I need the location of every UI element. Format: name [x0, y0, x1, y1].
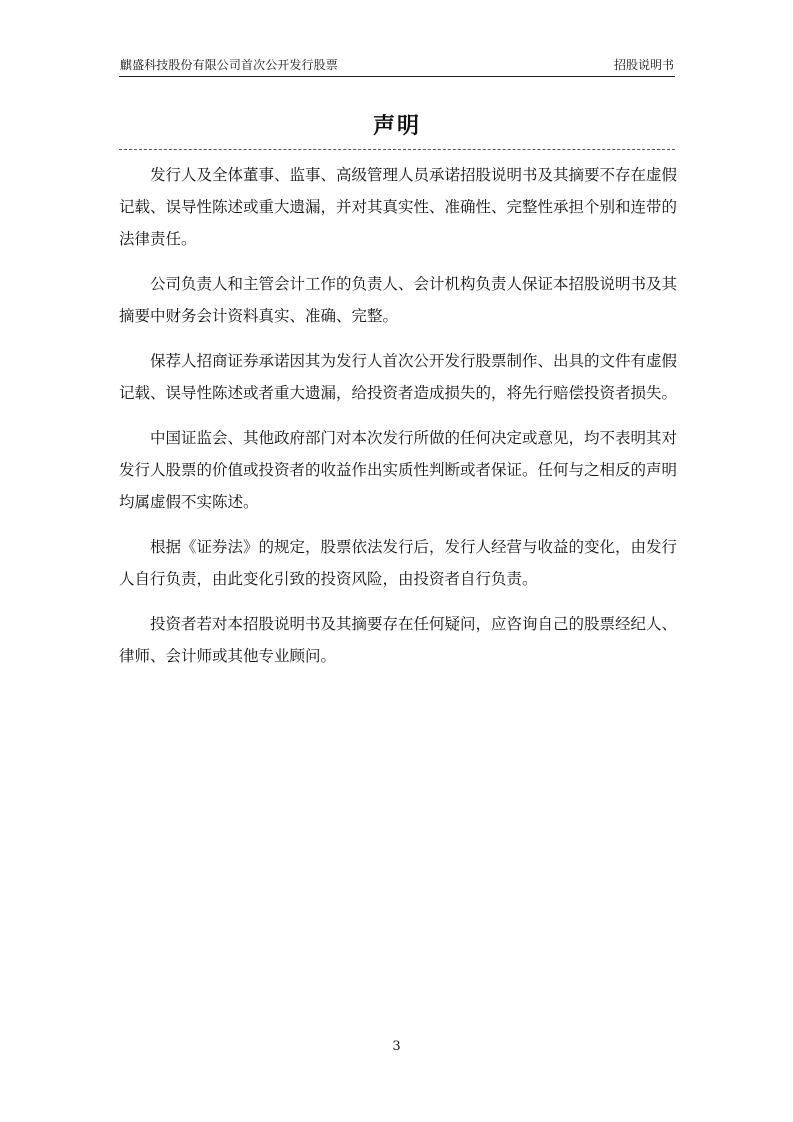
header-document-type: 招股说明书 [613, 58, 674, 72]
page-number: 3 [392, 1039, 401, 1054]
paragraph-sponsor-commitment: 保荐人招商证券承诺因其为发行人首次公开发行股票制作、出具的文件有虚假记载、误导性陈述或者重大遗漏，给投资者造成损失的，将先行赔偿投资者损失。 [119, 352, 678, 402]
paragraph-financial-guarantee: 公司负责人和主管会计工作的负责人、会计机构负责人保证本招股说明书及其摘要中财务会计资料真实、准确、完整。 [119, 275, 678, 325]
declaration-body [119, 159, 677, 685]
paragraph-issuer-commitment: 发行人及全体董事、监事、高级管理人员承诺招股说明书及其摘要不存在虚假记载、误导性陈述或重大遗漏，并对其真实性、准确性、完整性承担个别和连带的法律责任。 [119, 166, 678, 248]
title-divider [119, 149, 675, 150]
paragraph-investor-advice: 投资者若对本招股说明书及其摘要存在任何疑问，应咨询自己的股票经纪人、律师、会计师或其他专业顾问。 [119, 615, 678, 665]
header-company-title: 麒盛科技股份有限公司首次公开发行股票 [120, 58, 338, 72]
page-title: 声明 [372, 114, 421, 139]
paragraph-securities-law: 根据《证券法》的规定，股票依法发行后，发行人经营与收益的变化，由发行人自行负责，由此变化引致的投资风险，由投资者自行负责。 [119, 538, 678, 588]
paragraph-regulator-disclaimer: 中国证监会、其他政府部门对本次发行所做的任何决定或意见，均不表明其对发行人股票的价值或投资者的收益作出实质性判断或者保证。任何与之相反的声明均属虚假不实陈述。 [119, 429, 678, 511]
page-header [119, 54, 675, 77]
